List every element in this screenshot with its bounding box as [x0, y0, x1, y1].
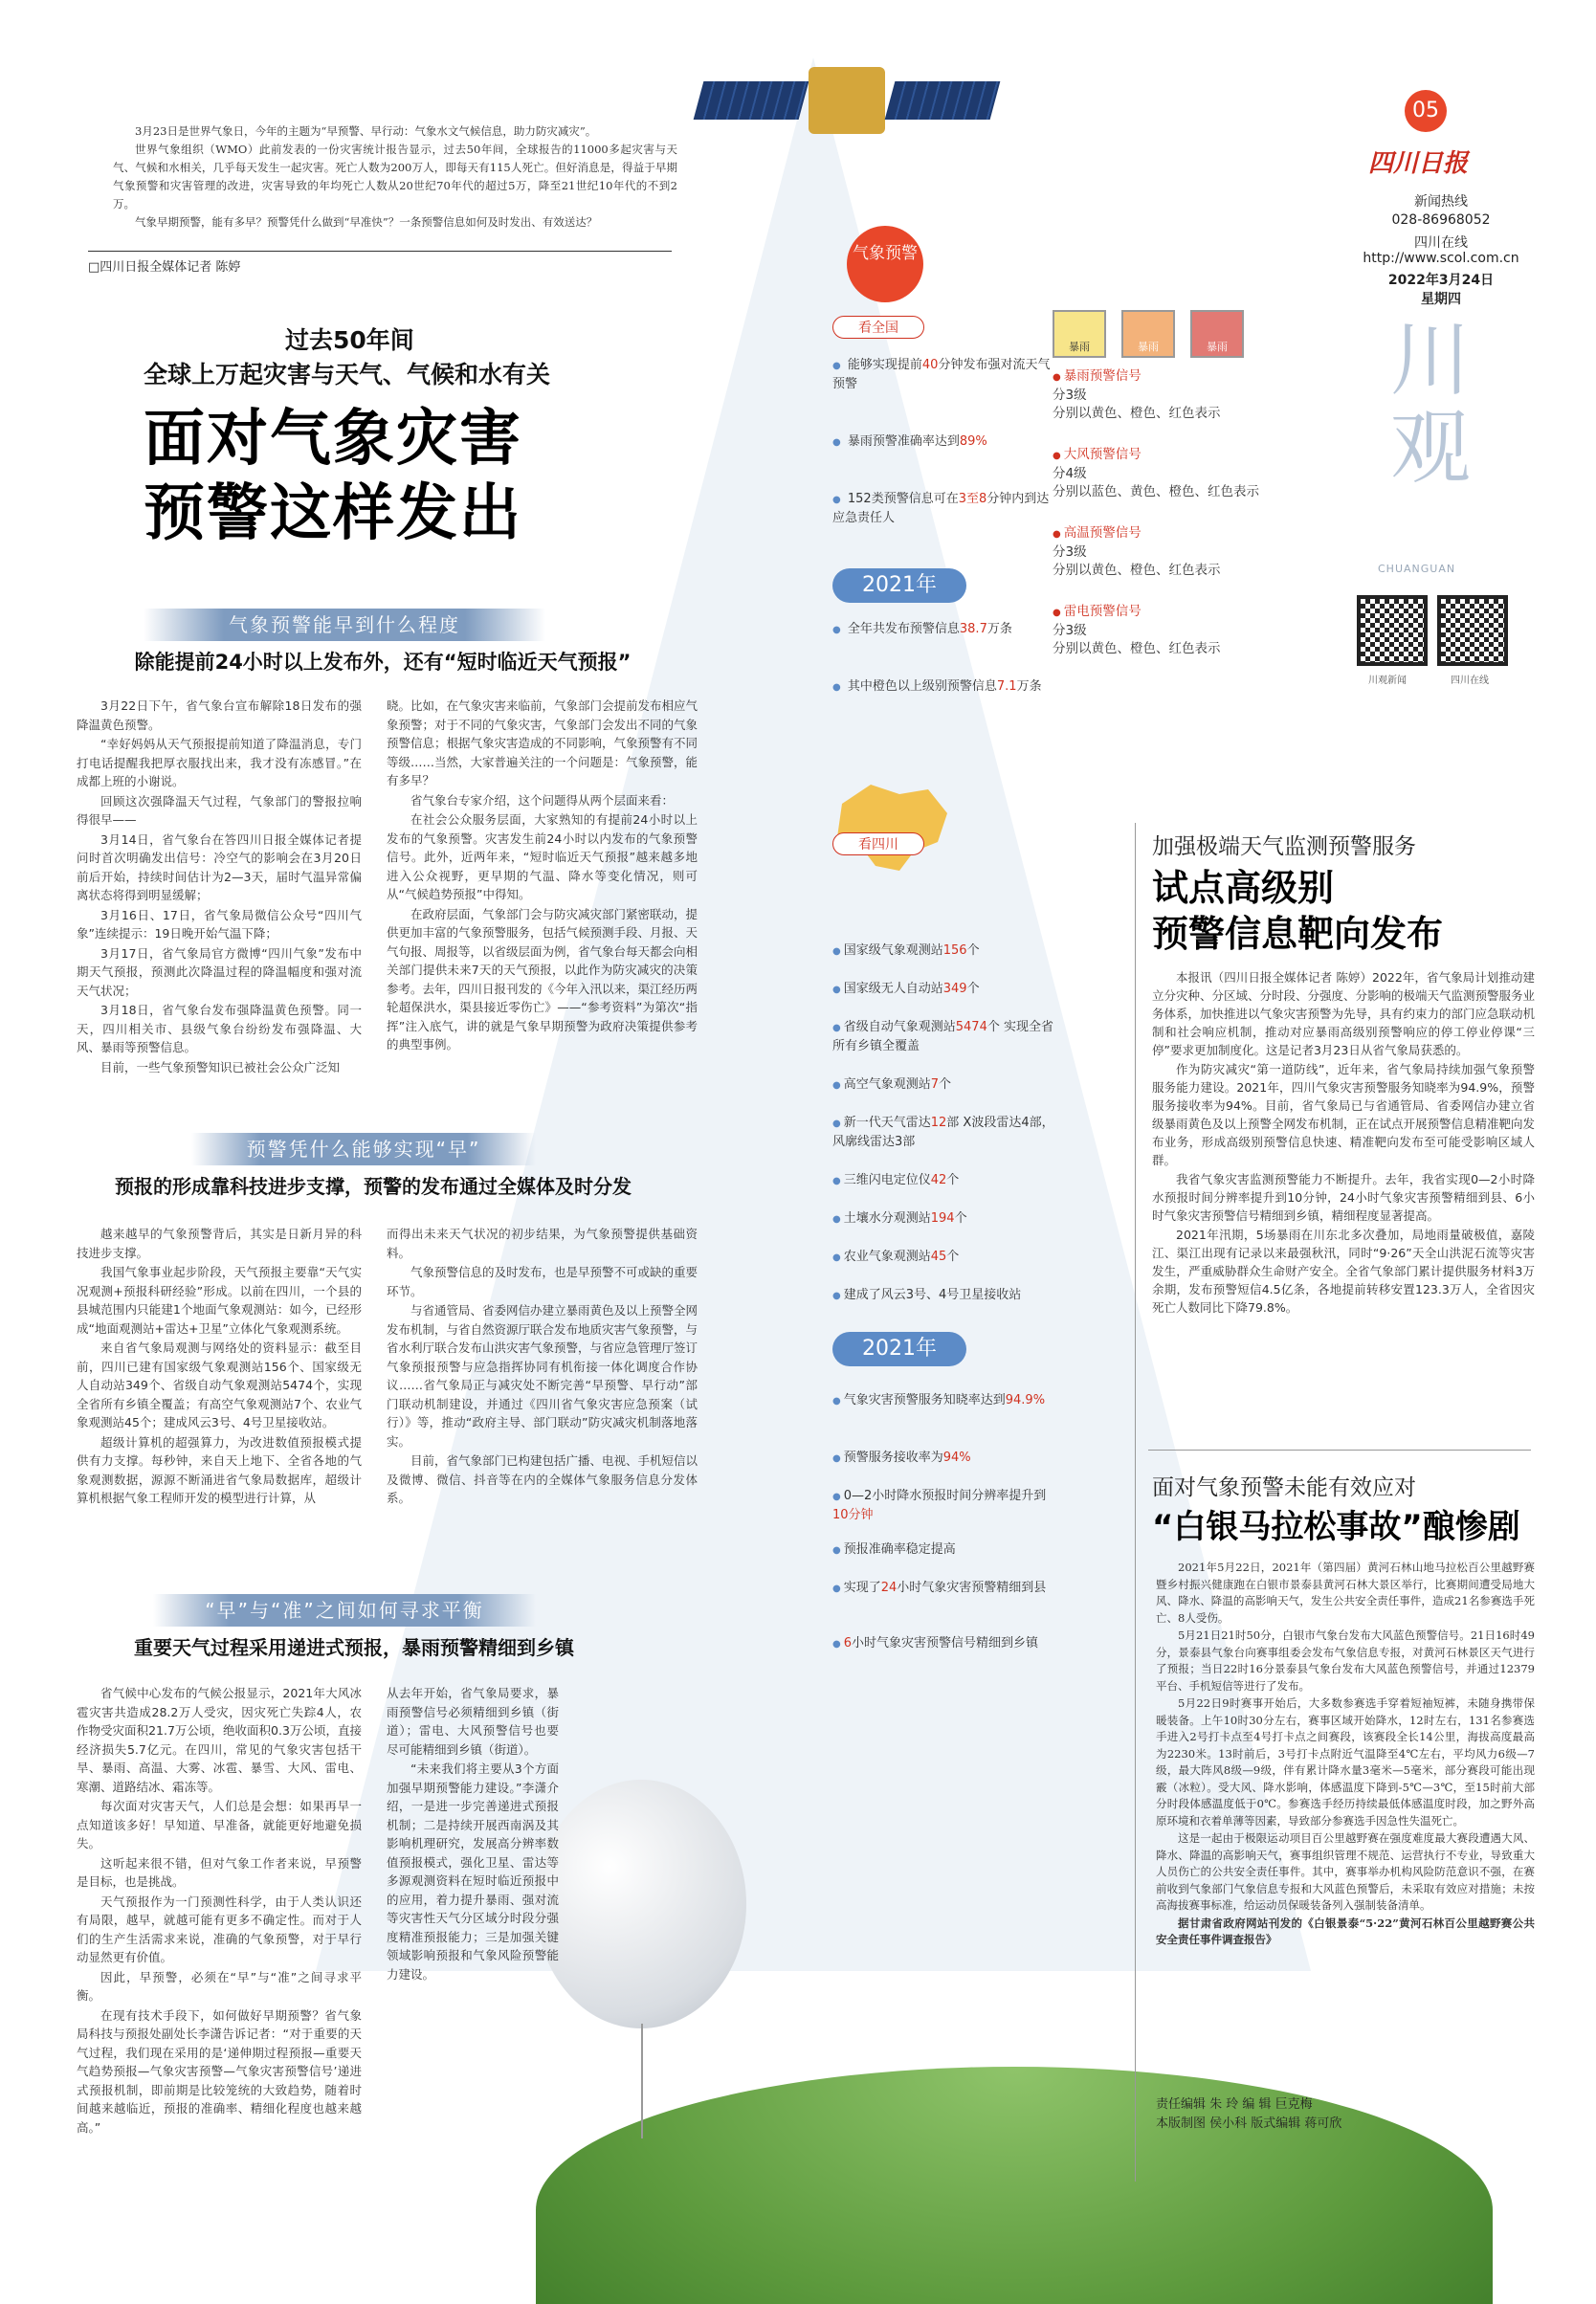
- headline-line-1: 面对气象灾害: [144, 404, 522, 475]
- stat-text: 全年共发布预警信息: [847, 622, 960, 636]
- hotline-number: 028-86968052: [1391, 212, 1491, 228]
- story1-headline-1: 试点高级别: [1152, 867, 1335, 909]
- paragraph: 而得出未来天气状况的初步结果，为气象预警提供基础资料。: [387, 1227, 698, 1260]
- solar-panel-right: [885, 81, 1001, 120]
- paragraph: 从去年开始，省气象局要求，暴雨预警信号必须精细到乡镇（街道）；雷电、大风预警信号也要尽可能精细到乡镇（街道）。: [387, 1686, 559, 1757]
- icon-label: 暴雨: [1138, 341, 1159, 353]
- stat-value: 6: [843, 1636, 853, 1650]
- paragraph: 每次面对灾害天气，人们总是会想：如果再早一点知道该多好！早知道、早准备，就能更好地避免损失。: [77, 1799, 362, 1850]
- stat-value: 94%: [942, 1451, 971, 1465]
- stat-text: 部 X波段雷达4部，风廓线雷达3部: [832, 1116, 1054, 1149]
- lead-kicker-2: 全球上万起灾害与天气、气候和水有关: [144, 361, 551, 388]
- icon-label: 暴雨: [1207, 341, 1228, 353]
- stat-value: 10分钟: [832, 1508, 874, 1522]
- satellite-body: [809, 67, 885, 134]
- sichuan-stat: [832, 1075, 1057, 1095]
- intro-text: [113, 122, 677, 232]
- stat-text: 预报准确率稳定提高: [843, 1542, 956, 1557]
- paragraph: 作为防灾减灾“第一道防线”，近年来，省气象局持续加强气象预警服务能力建设。2021年，四川气象灾害预警服务知晓率为94.9%，预警服务接收率为94%。目前，省气象局已与省通管局、省委网信办建立省级暴雨黄色及以上预警全网发布机制，正在试点开展预警信息精准靶向发布业务，形成高级别预警信息快速、精准靶向发布至可能受影响区域人群。: [1152, 1062, 1536, 1167]
- intro-paragraph: 3月23日是世界气象日，今年的主题为“早预警、早行动：气象水文气候信息，助力防灾减灾”。: [135, 124, 597, 138]
- stat-text: 小时气象灾害预警精细到县: [897, 1581, 1047, 1595]
- section1-left-column: [77, 697, 362, 1077]
- paper-logo: 四川日报: [1368, 149, 1469, 178]
- signal-rainstorm: [1053, 367, 1221, 423]
- section2-banner: 预警凭什么能够实现“早”: [191, 1133, 536, 1165]
- year2-stat: [832, 1579, 1057, 1598]
- stat-value: 45: [930, 1250, 947, 1264]
- rainstorm-red-icon: [1190, 310, 1244, 358]
- year-2021-pill-2: 2021年: [832, 1332, 966, 1366]
- section2-left-column: [77, 1225, 362, 1509]
- paragraph: 5月22日9时赛事开始后，大多数参赛选手穿着短袖短裤，未随身携带保暖装备。上午10时30分左右，赛事区域开始降水，12时左右，131名参赛选手进入2号打卡点至4号打卡点之间赛段，该赛段全长14公里，海拔高度最高为2230米。13时前后，3号打卡点附近气温降至4℃左右，平均风力6级—7级，最大阵风8级—9级，伴有累计降水量3毫米—5毫米，部分赛段可能出现霰（冰粒）。受大风、降水影响，体感温度下降到-5℃—3℃，至15时前大部分时段体感温度低于0℃。参赛选手经历持续最低体感温度时段，加之野外高原环境和衣着单薄等因素，导致部分参赛选手因急性失温死亡。: [1156, 1696, 1535, 1828]
- paragraph: 省气象台专家介绍，这个问题得从两个层面来看：: [410, 792, 675, 808]
- year2-stat: [832, 1449, 1057, 1468]
- stat-text: 暴雨预警准确率达到: [847, 434, 960, 449]
- signal-name: ● 高温预警信号: [1053, 524, 1221, 543]
- stat-value: 24: [880, 1581, 898, 1595]
- sichuan-stat: [832, 980, 1057, 999]
- stat-text: 三维闪电定位仪: [843, 1173, 931, 1187]
- story1-kicker: 加强极端天气监测预警服务: [1152, 834, 1416, 859]
- paragraph: 晓。比如，在气象灾害来临前，气象部门会提前发布相应气象预警；对于不同的气象灾害，气象部门会发出不同的气象预警信息；根据气象灾害造成的不同影响，气象预警有不同等级……当然，大家普遍关注的一个问题是：气象预警，能有多早？: [387, 698, 698, 787]
- column-title-en: CHUANGUAN: [1378, 563, 1456, 575]
- signal-colors: 分别以蓝色、黄色、橙色、红色表示: [1053, 484, 1259, 499]
- intro-paragraph: 气象早期预警，能有多早？预警凭什么做到“早准快”？一条预警信息如何及时发出、有效送达？: [135, 215, 598, 229]
- section2-subhead: 预报的形成靠科技进步支撑，预警的发布通过全媒体及时分发: [115, 1175, 632, 1198]
- section3-right-column: [387, 1684, 559, 1984]
- stat-text: 个 实现全省所有乡镇全覆盖: [832, 1020, 1053, 1053]
- column-title: 川观: [1389, 313, 1471, 495]
- satellite-image: [698, 57, 1005, 144]
- qr-code-icon[interactable]: [1437, 595, 1508, 666]
- stat-value: 194: [930, 1211, 955, 1226]
- intro-rule: [88, 251, 672, 252]
- stat-text: 实现了: [843, 1581, 881, 1595]
- paragraph: “幸好妈妈从天气预报提前知道了降温消息，专门打电话提醒我把厚衣服找出来，我才没有冻感冒。”在成都上班的小谢说。: [77, 737, 362, 788]
- stat-text: 国家级无人自动站: [843, 982, 943, 996]
- editor-credits-2: 本版制图 侯小科 版式编辑 蒋可欣: [1156, 2116, 1342, 2131]
- year2-stat: [832, 1391, 1057, 1410]
- paragraph: 在政府层面，气象部门会与防灾减灾部门紧密联动，提供更加丰富的气象预警服务，包括气候预测手段、月报、天气句报、周报等，以省级层面为例，省气象台每天都会向相关部门提供未来7天的天气预报，以此作为防灾减灾的决策参考。去年，四川日报刊发的《今年入汛以来，渠江经历两轮超保洪水，渠县接近零伤亡》——“参考资料”为第次“指挥”注入底气，讲的就是气象早期预警为政府决策提供参考的典型事例。: [387, 906, 698, 1052]
- stat-value: 349: [942, 982, 967, 996]
- editor-credits-1: 责任编辑 朱 玲 编 辑 巨克梅: [1156, 2097, 1313, 2112]
- rainstorm-yellow-icon: [1053, 310, 1106, 358]
- paragraph: 3月18日，省气象台发布强降温黄色预警。同一天，四川相关市、县级气象台纷纷发布强降温、大风、暴雨等预警信息。: [77, 1003, 362, 1054]
- weather-warning-bubble: 气象预警: [847, 226, 923, 302]
- sichuan-stat: [832, 1018, 1057, 1055]
- stat-text: 0—2小时降水预报时间分辨率提升到: [843, 1489, 1047, 1503]
- icon-label: 暴雨: [1069, 341, 1090, 353]
- right-story-divider: [1148, 1450, 1531, 1451]
- paragraph: 本报讯（四川日报全媒体记者 陈婷）2022年，省气象局计划推动建立分灾种、分区域、分时段、分强度、分影响的极端天气监测预警服务业务体系，加快推进以气象灾害预警为先导，具有约束力的部门应急联动机制和社会响应机制，推动对应暴雨高级别预警响应的停工停业停课“三停”要求更加制度化。这是记者3月23日从省气象局获悉的。: [1152, 970, 1536, 1057]
- paragraph: 天气预报作为一门预测性科学，由于人类认识还有局限，越早，就越可能有更多不确定性。而对于人们的生产生活需求来说，准确的气象预警，对于早行动显然更有价值。: [77, 1894, 362, 1964]
- paragraph: 越来越早的气象预警背后，其实是日新月异的科技进步支撑。: [77, 1227, 362, 1260]
- paragraph: 我省气象灾害监测预警能力不断提升。去年，我省实现0—2小时降水预报时间分辨率提升到10分钟，24小时气象灾害预警精细到县、6小时气象灾害预警信号精细到乡镇，精细程度显著提高。: [1152, 1172, 1535, 1223]
- stat-text: 152类预警信息可在: [847, 492, 959, 506]
- signal-name: ● 大风预警信号: [1053, 446, 1259, 465]
- year-stat: [832, 677, 1057, 697]
- signal-name: ● 雷电预警信号: [1053, 603, 1221, 622]
- paragraph: 超级计算机的超强算力，为改进数值预报模式提供有力支撑。每秒钟，来自天上地下、全省各地的气象观测数据，源源不断涌进省气象局数据库，超级计算机根据气象工程师开发的模型进行计算，从: [77, 1434, 362, 1505]
- paragraph: 3月17日，省气象局官方微博“四川气象”发布中期天气预报，预测此次降温过程的降温幅度和强对流天气状况；: [77, 945, 362, 998]
- stat-value: 12: [930, 1116, 947, 1130]
- stat-text: 个: [946, 1250, 960, 1264]
- paragraph: “未来我们将主要从3个方面加强早期预警能力建设。”李潇介绍，一是进一步完善递进式预报机制；二是持续开展西南涡及其影响机理研究，发展高分辨率数值预报模式，强化卫星、雷达等多源观测资料在短时临近预报中的应用，着力提升暴雨、强对流等灾害性天气分区域分时段分强度精准预报能力；三是加强关键领域影响预报和气象风险预警能力建设。: [387, 1761, 559, 1982]
- section3-left-column: [77, 1684, 362, 2138]
- national-stat: [832, 490, 1057, 527]
- year-stat: [832, 620, 1057, 639]
- paragraph: 目前，一些气象预警知识已被社会公众广泛知: [100, 1059, 341, 1074]
- stat-value: 38.7: [959, 622, 987, 636]
- lead-headline: [144, 402, 679, 551]
- signal-levels: 分3级: [1053, 623, 1087, 638]
- tag-sichuan: 看四川: [832, 832, 924, 855]
- signal-levels: 分3级: [1053, 544, 1087, 560]
- stat-text: 个: [946, 1173, 960, 1187]
- sichuan-stat: [832, 1114, 1057, 1151]
- stat-value: 7.1: [996, 679, 1017, 694]
- tag-national: 看全国: [832, 316, 924, 339]
- stat-text: 万条: [1016, 679, 1042, 694]
- signal-levels: 分4级: [1053, 466, 1087, 481]
- paragraph: 2021年汛期，5场暴雨在川东北多次叠加，局地雨量破极值，嘉陵江、渠江出现有记录以来最强秋汛，同时“9·26”天全山洪泥石流等灾害发生，严重威胁群众生命财产安全。全省气象部门累计提供服务材料3万余期，发布预警短信4.5亿条，各地提前转移安置123.3万人，全省因灾死亡人数同比下降79.8%。: [1152, 1228, 1535, 1315]
- paragraph: 2021年5月22日，2021年（第四届）黄河石林山地马拉松百公里越野赛暨乡村振兴健康跑在白银市景泰县黄河石林大景区举行，比赛期间遭受局地大风、降水、降温的高影响天气，发生公共安全责任事件，造成21名参赛选手死亡、8人受伤。: [1156, 1561, 1535, 1625]
- signal-heat: [1053, 524, 1221, 580]
- solar-panel-left: [694, 81, 809, 120]
- stat-text: 个: [966, 943, 980, 958]
- issue-date: 2022年3月24日: [1387, 273, 1495, 288]
- stat-text: 分钟内到达应急责任人: [832, 492, 1050, 525]
- paragraph: 在社会公众服务层面，大家熟知的有提前24小时以上发布的气象预警。灾害发生前24小时以内发布的气象预警信号。此外，近两年来，“短时临近天气预报”越来越多地进入公众视野，更早期的气温、降水等变化情况，则可从“气候趋势预报”中得知。: [387, 812, 698, 901]
- story1-body: [1152, 968, 1535, 1318]
- section2-right-column: [387, 1225, 698, 1509]
- stat-value: 7: [930, 1077, 940, 1092]
- stat-text: 预警服务接收率为: [843, 1451, 943, 1465]
- signal-colors: 分别以黄色、橙色、红色表示: [1053, 641, 1221, 656]
- balloon-string: [641, 2024, 643, 2138]
- stat-text: 小时气象灾害预警信号精细到乡镇: [852, 1636, 1039, 1650]
- headline-line-2: 预警这样发出: [144, 478, 522, 549]
- stat-text: 高空气象观测站: [843, 1077, 931, 1092]
- paragraph: 气象预警信息的及时发布，也是早预警不可或缺的重要环节。: [387, 1265, 698, 1298]
- stat-text: 新一代天气雷达: [843, 1116, 931, 1130]
- qr-caption: 四川在线: [1451, 676, 1489, 686]
- stat-text: 能够实现提前: [847, 358, 922, 372]
- signal-levels: 分3级: [1053, 388, 1087, 403]
- paragraph: 我国气象事业起步阶段，天气预报主要靠“天气实况观测+预报科研经验”形成。以前在四川，一个县的县城范围内只能建1个地面气象观测站：如今，已经形成“地面观测站+雷达+卫星”立体化气象观测系统。: [77, 1265, 362, 1336]
- grass-field-image: [536, 2067, 1493, 2304]
- source-note: 据甘肃省政府网站刊发的《白银景泰“5·22”黄河石林百公里越野赛公共安全责任事件调查报告》: [1156, 1916, 1535, 1946]
- signal-name: ● 暴雨预警信号: [1053, 367, 1221, 387]
- stat-text: 土壤水分观测站: [843, 1211, 931, 1226]
- stat-value: 89%: [959, 434, 987, 449]
- section1-subhead: 除能提前24小时以上发布外，还有“短时临近天气预报”: [134, 651, 632, 674]
- weather-balloon-image: [536, 1780, 746, 2028]
- signal-colors: 分别以黄色、橙色、红色表示: [1053, 563, 1221, 578]
- site-url[interactable]: http://www.scol.com.cn: [1363, 251, 1519, 266]
- paragraph: 因此，早预警，必须在“早”与“准”之间寻求平衡。: [77, 1969, 362, 2003]
- year2-stat: [832, 1540, 1057, 1560]
- byline: □四川日报全媒体记者 陈婷: [88, 260, 241, 275]
- paragraph: 5月21日21时50分，白银市气象台发布大风蓝色预警信号。21日16时49分，景泰县气象台向赛事组委会发布气象信息专报，对黄河石林景区天气进行了预报；当日22时16分景泰县气象台发布大风蓝色预警信号，并通过12379平台、手机短信等进行了发布。: [1156, 1628, 1535, 1693]
- section1-right-column: [387, 697, 698, 1055]
- national-stat: [832, 432, 1057, 452]
- intro-paragraph: 世界气象组织（WMO）此前发表的一份灾害统计报告显示，过去50年间，全球报告的11000多起灾害与天气、气候和水相关，几乎每天发生一起灾害。死亡人数为200万人，即每天有115人死亡。但好消息是，得益于早期气象预警和灾害管理的改进，灾害导致的年均死亡人数从20世纪70年代的超过5万，降至21世纪10年代的不到2万。: [113, 143, 677, 210]
- year-2021-pill: 2021年: [832, 568, 966, 603]
- sichuan-map-icon: [823, 775, 957, 880]
- stat-text: 国家级气象观测站: [843, 943, 943, 958]
- sichuan-stat: [832, 1286, 1057, 1305]
- stat-text: 分钟发布强对流天气预警: [832, 358, 1051, 391]
- stat-text: 建成了风云3号、4号卫星接收站: [843, 1288, 1022, 1302]
- sichuan-stat: [832, 942, 1057, 961]
- qr-code-icon[interactable]: [1357, 595, 1428, 666]
- stat-text: 农业气象观测站: [843, 1250, 931, 1264]
- sichuan-stat: [832, 1248, 1057, 1267]
- paragraph: 这是一起由于极限运动项目百公里越野赛在强度难度最大赛段遭遇大风、降水、降温的高影响天气，赛事组织管理不规范、运营执行不专业，导致重大人员伤亡的公共安全责任事件。其中，赛事举办机构风险防范意识不强，在赛前收到气象部门气象信息专报和大风蓝色预警后，未采取有效应对措施；未按高海拔赛事标准，给运动员保暖装备列入强制装备清单。: [1156, 1831, 1535, 1912]
- paragraph: 与省通管局、省委网信办建立暴雨黄色及以上预警全网发布机制，与省自然资源厅联合发布地质灾害气象预警，与省水利厅联合发布山洪灾害气象预警，与省应急管理厅签订气象预报预警与应急指挥协同有机衔接一体化调度合作协议……省气象局正与减灾处不断完善“早预警、早行动”部门联动机制建设，并通过《四川省气象灾害应急预案（试行）》等，推动“政府主导、部门联动”防灾减灾机制落地落实。: [387, 1303, 698, 1449]
- national-stat: [832, 356, 1057, 393]
- section3-banner: “早”与“准”之间如何寻求平衡: [153, 1594, 536, 1627]
- paragraph: 3月22日下午，省气象台宣布解除18日发布的强降温黄色预警。: [77, 698, 362, 732]
- signal-lightning: [1053, 603, 1221, 658]
- stat-text: 个: [939, 1077, 952, 1092]
- signal-wind: [1053, 446, 1259, 501]
- story2-kicker: 面对气象预警未能有效应对: [1152, 1475, 1416, 1500]
- story1-headline-2: 预警信息靶向发布: [1152, 913, 1444, 955]
- paragraph: 省气候中心发布的气候公报显示，2021年大风冰雹灾害共造成28.2万人受灾，因灾死亡失踪4人，农作物受灾面积21.7万公顷，绝收面积0.3万公顷，直接经济损失5.7亿元。在四川，常见的气象灾害包括干旱、暴雨、高温、大雾、冰雹、暴雪、大风、雷电、寒潮、道路结冰、霜冻等。: [77, 1686, 362, 1794]
- issue-weekday: 星期四: [1421, 292, 1461, 307]
- year2-stat: [832, 1634, 1057, 1653]
- section1-banner: 气象预警能早到什么程度: [144, 609, 545, 641]
- paragraph: 3月14日，省气象台在答四川日报全媒体记者提问时首次明确发出信号：冷空气的影响会在3月20日前后开始，持续时间估计为2—3天，届时气温异常偏离状态将得到明显缓解；: [77, 831, 362, 902]
- site-name: 四川在线: [1414, 235, 1468, 251]
- paragraph: 这听起来很不错，但对气象工作者来说，早预警是目标，也是挑战。: [77, 1855, 362, 1889]
- paragraph: 3月16日、17日，省气象局微信公众号“四川气象”连续提示：19日晚开始气温下降；: [77, 907, 362, 941]
- section3-subhead: 重要天气过程采用递进式预报，暴雨预警精细到乡镇: [134, 1636, 574, 1659]
- stat-value: 94.9%: [1005, 1393, 1046, 1407]
- paragraph: 目前，省气象部门已构建包括广播、电视、手机短信以及微博、微信、抖音等在内的全媒体气象服务信息分发体系。: [387, 1453, 698, 1505]
- stat-text: 气象灾害预警服务知晓率达到: [843, 1393, 1006, 1407]
- qr-caption: 川观新闻: [1368, 676, 1407, 686]
- sichuan-stat: [832, 1171, 1057, 1190]
- stat-value: 3至8: [958, 492, 987, 506]
- right-column-divider: [1135, 823, 1136, 2182]
- year2-stat: [832, 1487, 1057, 1524]
- stat-value: 5474: [955, 1020, 987, 1034]
- signal-colors: 分别以黄色、橙色、红色表示: [1053, 406, 1221, 421]
- stat-value: 40: [921, 358, 939, 372]
- paragraph: 在现有技术手段下，如何做好早期预警？省气象局科技与预报处副处长李潇告诉记者：“对于重要的天气过程，我们现在采用的是‘递伸期过程预报—重要天气趋势预报—气象灾害预警—气象灾害预警信号’递进式预报机制，即前期是比较笼统的大致趋势，随着时间越来越临近，预报的准确率、精细化程度也越来越高。”: [77, 2007, 362, 2135]
- stat-text: 个: [966, 982, 980, 996]
- stat-value: 42: [930, 1173, 947, 1187]
- lead-kicker-1: 过去50年间: [285, 326, 414, 354]
- paragraph: 来自省气象局观测与网络处的资料显示：截至目前，四川已建有国家级气象观测站156个、国家级无人自动站349个、省级自动气象观测站5474个，实现全省所有乡镇全覆盖；有高空气象观测站7个、农业气象观测站45个；建成风云3号、4号卫星接收站。: [77, 1340, 362, 1429]
- story2-headline: “白银马拉松事故”酿惨剧: [1152, 1508, 1520, 1546]
- hotline-label: 新闻热线: [1414, 194, 1468, 210]
- sichuan-stat: [832, 1209, 1057, 1229]
- paragraph: 回顾这次强降温天气过程，气象部门的警报拉响得很早——: [77, 793, 362, 827]
- stat-text: 个: [954, 1211, 967, 1226]
- rainstorm-orange-icon: [1121, 310, 1175, 358]
- story2-body: [1156, 1560, 1535, 1950]
- page-number-badge: 05: [1405, 90, 1447, 132]
- stat-value: 156: [942, 943, 967, 958]
- stat-text: 其中橙色以上级别预警信息: [847, 679, 997, 694]
- stat-text: 省级自动气象观测站: [843, 1020, 956, 1034]
- stat-text: 万条: [986, 622, 1012, 636]
